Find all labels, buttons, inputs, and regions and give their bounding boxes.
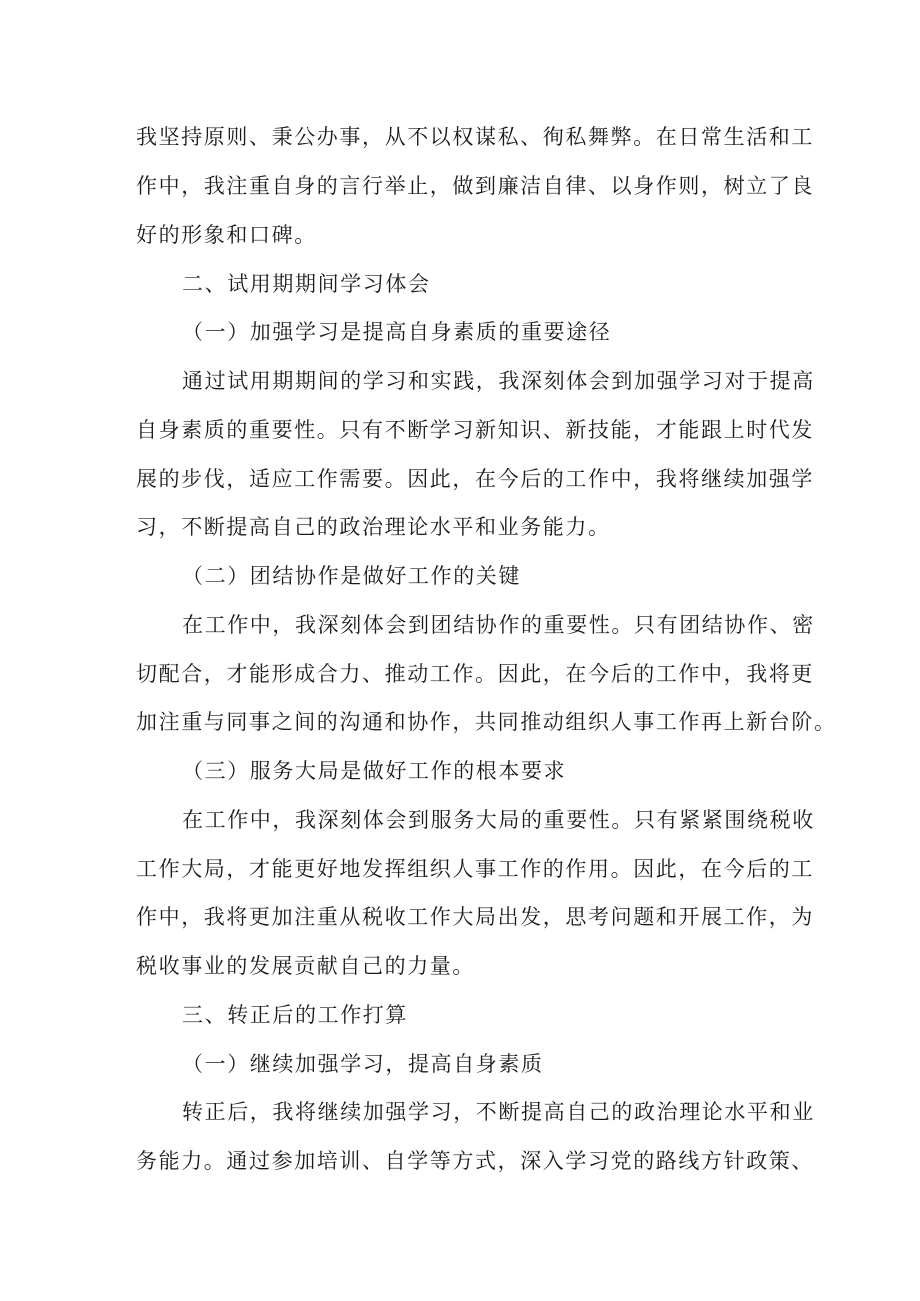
subsection-heading: （一）继续加强学习，提高自身素质 (182, 1052, 544, 1076)
paragraph-line: 我坚持原则、秉公办事，从不以权谋私、徇私舞弊。在日常生活和工 (136, 125, 814, 149)
paragraph-line: 自身素质的重要性。只有不断学习新知识、新技能，才能跟上时代发 (136, 418, 814, 442)
paragraph-line: 加注重与同事之间的沟通和协作，共同推动组织人事工作再上新台阶。 (136, 710, 837, 734)
paragraph-line: 在工作中，我深刻体会到团结协作的重要性。只有团结协作、密 (182, 613, 815, 637)
paragraph-line: 作中，我将更加注重从税收工作大局出发，思考问题和开展工作，为 (136, 905, 814, 929)
paragraph-line: 展的步伐，适应工作需要。因此，在今后的工作中，我将继续加强学 (136, 467, 814, 491)
paragraph-line: 习，不断提高自己的政治理论水平和业务能力。 (136, 515, 611, 539)
subsection-heading: （二）团结协作是做好工作的关键 (182, 564, 521, 588)
paragraph-line: 作中，我注重自身的言行举止，做到廉洁自律、以身作则，树立了良 (136, 174, 814, 198)
section-heading: 三、转正后的工作打算 (182, 1003, 408, 1027)
paragraph-line: 通过试用期期间的学习和实践，我深刻体会到加强学习对于提高 (182, 369, 815, 393)
paragraph-line: 切配合，才能形成合力、推动工作。因此，在今后的工作中，我将更 (136, 662, 814, 686)
subsection-heading: （一）加强学习是提高自身素质的重要途径 (182, 320, 612, 344)
paragraph-line: 税收事业的发展贡献自己的力量。 (136, 954, 475, 978)
section-heading: 二、试用期期间学习体会 (182, 272, 431, 296)
paragraph-line: 转正后，我将继续加强学习，不断提高自己的政治理论水平和业 (182, 1100, 815, 1124)
subsection-heading: （三）服务大局是做好工作的根本要求 (182, 759, 567, 783)
paragraph-line: 工作大局，才能更好地发挥组织人事工作的作用。因此，在今后的工 (136, 857, 814, 881)
paragraph-line: 务能力。通过参加培训、自学等方式，深入学习党的路线方针政策、 (136, 1149, 814, 1173)
paragraph-line: 好的形象和口碑。 (136, 223, 317, 247)
paragraph-line: 在工作中，我深刻体会到服务大局的重要性。只有紧紧围绕税收 (182, 808, 815, 832)
